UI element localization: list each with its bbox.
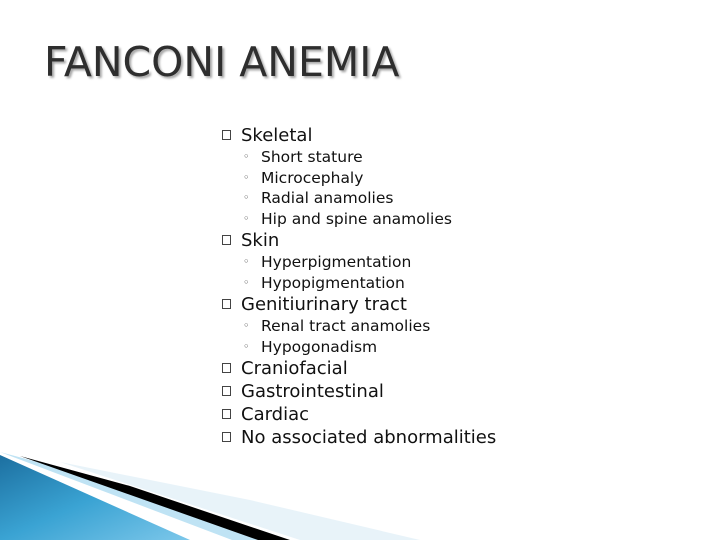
circle-bullet-icon: ◦ xyxy=(243,211,250,225)
list-item xyxy=(222,357,702,380)
checkbox-bullet-icon xyxy=(222,432,231,442)
item-label-no-abnormalities: No associated abnormalities xyxy=(241,427,497,448)
checkbox-bullet-icon xyxy=(222,363,231,373)
list-item xyxy=(222,124,702,147)
circle-bullet-icon: ◦ xyxy=(243,319,250,332)
circle-bullet-icon: ◦ xyxy=(243,191,250,204)
sub-list-item: ◦ Hip and spine anamolies xyxy=(243,209,452,228)
item-label-craniofacial: Craniofacial xyxy=(241,358,348,379)
circle-bullet-icon: ◦ xyxy=(243,339,250,353)
sub-list-item: ◦ Radial anamolies xyxy=(243,189,394,207)
list-item xyxy=(222,426,702,449)
item-label-skin: Skin xyxy=(241,230,280,251)
circle-bullet-icon: ◦ xyxy=(243,275,250,289)
list-item xyxy=(222,293,702,316)
checkbox-bullet-icon xyxy=(222,299,231,309)
list-item xyxy=(222,403,702,426)
sub-list-item: ◦ Renal tract anamolies xyxy=(243,317,431,335)
item-label-genitourinary: Genitiurinary tract xyxy=(241,294,407,315)
checkbox-bullet-icon xyxy=(222,386,231,396)
slide-title: FANCONI ANEMIA xyxy=(44,38,400,86)
circle-bullet-icon: ◦ xyxy=(243,150,250,163)
checkbox-bullet-icon xyxy=(222,235,231,245)
item-label-skeletal: Skeletal xyxy=(241,125,313,146)
sub-list-item: ◦ Short stature xyxy=(243,148,363,166)
list-item xyxy=(222,229,702,252)
sub-list-item: ◦ Hyperpigmentation xyxy=(243,253,412,271)
item-label-cardiac: Cardiac xyxy=(241,404,310,425)
item-label-gastrointestinal: Gastrointestinal xyxy=(241,381,384,402)
checkbox-bullet-icon xyxy=(222,130,231,140)
checkbox-bullet-icon xyxy=(222,409,231,419)
circle-bullet-icon: ◦ xyxy=(243,170,250,184)
bullet-list xyxy=(222,124,702,449)
sub-list-item: ◦ Microcephaly xyxy=(243,168,364,187)
sub-list-item: ◦ Hypogonadism xyxy=(243,337,378,356)
sub-list-item: ◦ Hypopigmentation xyxy=(243,273,405,292)
circle-bullet-icon: ◦ xyxy=(243,255,250,268)
list-item xyxy=(222,380,702,403)
